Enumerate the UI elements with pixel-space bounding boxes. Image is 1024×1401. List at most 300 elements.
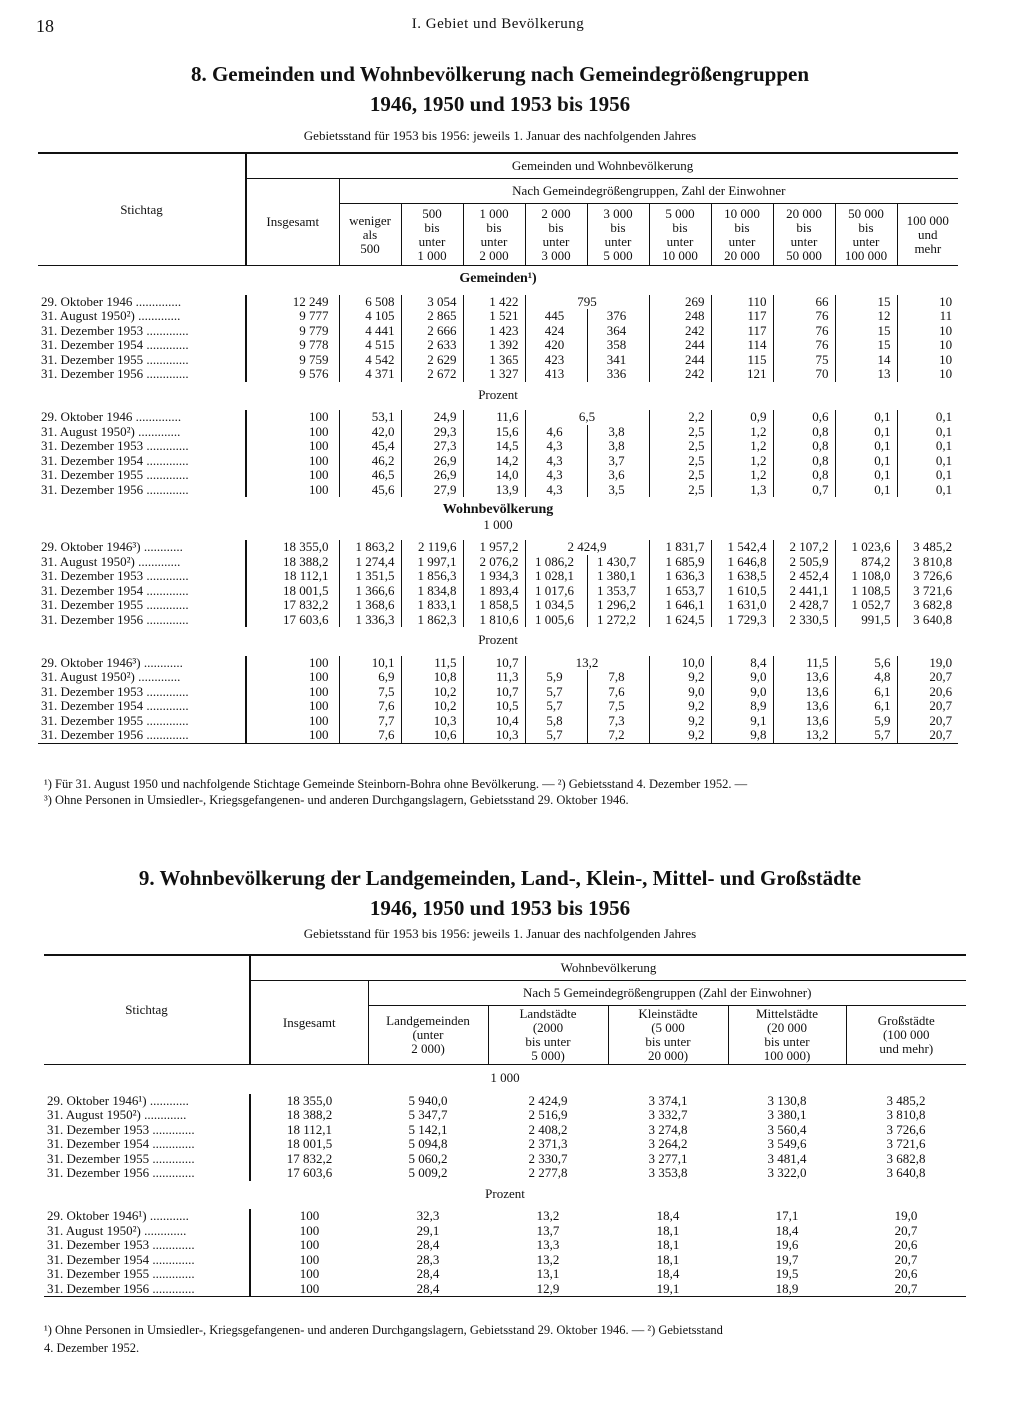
table8-header-stichtag: Stichtag [38, 153, 246, 266]
table-row [38, 454, 958, 469]
table9-header-top: Wohnbevölkerung [250, 955, 966, 981]
data-cell: 100 [250, 1267, 368, 1282]
leader-dots: ............. [143, 438, 189, 453]
row-date-label: 31. August 1950²) [47, 1107, 141, 1122]
data-cell: 3 130,8 [767, 1092, 807, 1108]
data-cell: 1 086,2 [525, 555, 587, 570]
data-cell: 26,9 [401, 454, 463, 469]
table-row [44, 1152, 966, 1167]
data-cell: 2 119,6 [401, 540, 463, 555]
leader-dots: ............. [134, 553, 181, 569]
group-header-line: 20 000) [647, 1048, 689, 1063]
data-cell: 10 [897, 338, 958, 353]
data-cell: 1 893,4 [463, 584, 525, 599]
row-date [44, 1209, 250, 1224]
data-cell: 0,9 [711, 410, 773, 425]
data-cell: 5,7 [525, 699, 587, 714]
data-cell: 10,4 [463, 714, 525, 729]
data-cell: 100 [246, 656, 339, 671]
group-header-line: 2 000 [479, 247, 509, 263]
data-cell: 11,6 [463, 410, 525, 425]
t8-group-header [649, 204, 711, 266]
data-cell: 20,7 [897, 728, 958, 743]
group-header-line: 500 [360, 240, 380, 256]
data-cell: 242 [649, 367, 711, 382]
data-cell: 9,2 [649, 699, 711, 714]
data-cell-merged: 795 [525, 295, 649, 310]
group-header-line: 50 000 [848, 205, 884, 221]
row-date [44, 1253, 250, 1268]
data-cell: 13,1 [536, 1266, 560, 1281]
data-cell: 2,5 [649, 454, 711, 469]
row-date-label: 31. Dezember 1955 [41, 712, 144, 728]
data-cell: 2 865 [401, 309, 463, 324]
data-cell: 8,4 [711, 656, 773, 671]
group-header-line: 5 000) [531, 1048, 565, 1063]
row-date [44, 1267, 250, 1282]
table9-header-insgesamt: Insgesamt [250, 981, 368, 1065]
group-header-line: 10 000 [724, 205, 760, 221]
table-row [44, 1253, 966, 1268]
data-cell: 18,1 [656, 1222, 680, 1238]
row-date-label: 31. Dezember 1955 [41, 597, 144, 612]
leader-dots: .............. [132, 293, 182, 309]
t8-group-header [525, 204, 587, 266]
leader-dots: ............ [140, 539, 183, 554]
data-cell: 6,1 [835, 685, 897, 700]
data-cell: 3,6 [587, 468, 649, 483]
group-header-line: bis [734, 219, 750, 235]
leader-dots: ............. [143, 611, 189, 627]
data-cell: 4 371 [339, 367, 401, 382]
data-cell: 13 [835, 367, 897, 382]
section-label: Prozent [485, 1185, 525, 1201]
row-date [38, 338, 246, 353]
data-cell: 76 [773, 324, 835, 339]
data-cell: 4 105 [339, 309, 401, 324]
table-row [38, 670, 958, 685]
data-cell: 1 327 [463, 367, 525, 382]
table-row [38, 613, 958, 628]
data-cell: 1 638,5 [711, 569, 773, 584]
section-label: Prozent [478, 386, 518, 402]
table-row [44, 1282, 966, 1297]
group-header-line: 10 000 [662, 247, 698, 263]
data-cell: 1 296,2 [587, 598, 649, 613]
data-cell: 12,9 [488, 1282, 608, 1297]
leader-dots: ............. [149, 1280, 195, 1296]
row-date [44, 1224, 250, 1239]
data-cell: 19,7 [775, 1251, 799, 1267]
data-cell: 9 576 [246, 367, 339, 382]
data-cell: 7,3 [587, 714, 649, 729]
data-cell: 991,5 [835, 613, 897, 628]
table8 [38, 152, 958, 744]
row-date [44, 1152, 250, 1167]
data-cell: 423 [525, 353, 587, 368]
table-row [44, 1267, 966, 1282]
data-cell: 4,6 [525, 425, 587, 440]
table9-subtitle: Gebietsstand für 1953 bis 1956: jeweils 1. Januar des nachfolgenden Jahres [303, 926, 697, 941]
data-cell: 2 277,8 [528, 1165, 568, 1180]
data-cell: 76 [773, 309, 835, 324]
leader-dots: ............. [143, 683, 189, 699]
row-date [38, 468, 246, 483]
data-cell: 100 [246, 728, 339, 743]
data-cell: 18,1 [656, 1251, 680, 1267]
row-date [44, 1137, 250, 1152]
data-cell: 1 610,5 [711, 584, 773, 599]
data-cell: 15,6 [463, 425, 525, 440]
data-cell: 13,2 [536, 1251, 560, 1267]
data-cell: 100 [246, 439, 339, 454]
data-cell: 1 353,7 [587, 584, 649, 599]
data-cell: 1,2 [711, 425, 773, 440]
table-row [38, 656, 958, 671]
data-cell: 0,6 [773, 410, 835, 425]
row-date [38, 714, 246, 729]
data-cell: 4,3 [525, 468, 587, 483]
row-date [44, 1238, 250, 1253]
data-cell: 100 [246, 714, 339, 729]
leader-dots: ............. [143, 366, 189, 381]
data-cell: 1 423 [463, 324, 525, 339]
row-date [38, 324, 246, 339]
data-cell: 2 330,5 [773, 613, 835, 628]
table-row [44, 1166, 966, 1181]
data-cell: 15 [835, 338, 897, 353]
table-row [44, 1108, 966, 1123]
section-label: Gemeinden¹) [459, 271, 537, 286]
data-cell: 1 351,5 [339, 569, 401, 584]
data-cell: 341 [587, 353, 649, 368]
data-cell: 3 485,2 [886, 1092, 926, 1108]
row-date-label: 31. Dezember 1954 [47, 1136, 150, 1151]
row-date [38, 699, 246, 714]
data-cell: 248 [649, 309, 711, 324]
row-date-label: 31. Dezember 1955 [47, 1266, 150, 1281]
table9-header-nach: Nach 5 Gemeindegrößengruppen (Zahl der Einwohner) [368, 981, 966, 1006]
t9-group-header [728, 1006, 846, 1065]
data-cell: 2,5 [649, 425, 711, 440]
data-cell: 27,9 [401, 483, 463, 498]
table9-footnote-2: 4. Dezember 1952. [44, 1341, 140, 1355]
data-cell: 2 452,4 [773, 569, 835, 584]
data-cell: 1 368,6 [339, 598, 401, 613]
t8-group-header [463, 204, 525, 266]
table-row [38, 367, 958, 382]
table-row [38, 714, 958, 729]
data-cell: 10 [897, 324, 958, 339]
data-cell: 2 441,1 [773, 584, 835, 599]
data-cell: 0,1 [897, 439, 958, 454]
data-cell: 0,1 [835, 483, 897, 498]
data-cell: 28,4 [416, 1237, 440, 1252]
t9-group-header [488, 1006, 608, 1065]
group-header-line: 2 000) [411, 1041, 445, 1056]
data-cell: 420 [525, 338, 587, 353]
row-date-label: 31. Dezember 1956 [41, 366, 144, 381]
group-header-line: (unter [412, 1027, 444, 1042]
table-row [38, 555, 958, 570]
leader-dots: ............. [143, 712, 189, 728]
data-cell: 100 [246, 685, 339, 700]
t8-group-header [897, 204, 958, 266]
data-cell: 18 388,2 [250, 1108, 368, 1123]
row-date-label: 31. August 1950²) [47, 1222, 141, 1238]
data-cell: 15 [835, 295, 897, 310]
data-cell: 1 005,6 [525, 613, 587, 628]
leader-dots: ............. [149, 1251, 195, 1267]
data-cell: 3 721,6 [897, 584, 958, 599]
data-cell: 45,4 [339, 439, 401, 454]
table9-title-line2: 1946, 1950 und 1953 bis 1956 [369, 896, 631, 920]
data-cell: 18 355,0 [246, 540, 339, 555]
data-cell: 7,7 [339, 714, 401, 729]
leader-dots: ............ [146, 1208, 189, 1223]
data-cell: 445 [525, 309, 587, 324]
data-cell: 5 347,7 [408, 1107, 448, 1122]
row-date [38, 613, 246, 628]
row-date-label: 31. Dezember 1955 [41, 467, 144, 482]
data-cell: 2 408,2 [528, 1121, 568, 1137]
data-cell: 19,0 [894, 1208, 918, 1223]
data-cell: 1,3 [711, 483, 773, 498]
t8-group-header [835, 204, 897, 266]
data-cell: 53,1 [339, 410, 401, 425]
table-row [44, 1094, 966, 1109]
data-cell: 3 682,8 [897, 598, 958, 613]
data-cell: 9,0 [649, 685, 711, 700]
data-cell: 1 631,0 [711, 598, 773, 613]
data-cell: 10 [897, 353, 958, 368]
data-cell: 2 330,7 [528, 1150, 568, 1166]
group-header-line: (100 000 [882, 1027, 930, 1042]
data-cell: 3 277,1 [648, 1150, 688, 1166]
data-cell: 0,1 [897, 410, 958, 425]
data-cell: 14,5 [463, 439, 525, 454]
data-cell: 1 108,0 [835, 569, 897, 584]
data-cell: 100 [246, 483, 339, 498]
data-cell: 1 858,5 [463, 598, 525, 613]
data-cell: 2 076,2 [463, 555, 525, 570]
row-date [38, 728, 246, 743]
data-cell: 1 017,6 [525, 584, 587, 599]
data-cell: 2 633 [401, 338, 463, 353]
data-cell: 100 [246, 699, 339, 714]
row-date [44, 1123, 250, 1138]
data-cell: 1 653,7 [649, 584, 711, 599]
group-header-line: bis [796, 219, 812, 235]
data-cell: 3 560,4 [767, 1121, 807, 1137]
data-cell: 1 274,4 [339, 555, 401, 570]
data-cell: 10,0 [649, 656, 711, 671]
row-date [38, 569, 246, 584]
group-header-line: unter [418, 233, 446, 249]
row-date-label: 31. Dezember 1955 [47, 1150, 150, 1166]
row-date [38, 685, 246, 700]
row-date [38, 555, 246, 570]
table-row [44, 1123, 966, 1138]
row-date [38, 454, 246, 469]
data-cell: 100 [246, 454, 339, 469]
leader-dots: ............. [143, 467, 189, 482]
data-cell: 9,8 [711, 728, 773, 743]
section-unit: 1 000 [483, 516, 513, 532]
data-cell: 1 685,9 [649, 555, 711, 570]
group-header-line: mehr [914, 240, 942, 256]
table-row [38, 295, 958, 310]
group-header-line: 3 000 [541, 247, 571, 263]
data-cell: 19,1 [608, 1282, 728, 1297]
row-date-label: 29. Oktober 1946¹) [47, 1208, 147, 1223]
section-label: Prozent [478, 632, 518, 647]
data-cell: 13,7 [536, 1222, 560, 1238]
data-cell: 3 054 [401, 295, 463, 310]
data-cell: 413 [525, 367, 587, 382]
data-cell: 424 [525, 324, 587, 339]
row-date [38, 353, 246, 368]
data-cell: 7,6 [587, 685, 649, 700]
row-date-label: 31. Dezember 1953 [41, 568, 144, 583]
page-number: 18 [36, 16, 54, 36]
data-cell: 336 [587, 367, 649, 382]
data-cell: 3 549,6 [767, 1136, 807, 1151]
data-cell: 18 355,0 [250, 1094, 368, 1109]
data-cell: 3 810,8 [897, 555, 958, 570]
data-cell: 6,9 [339, 670, 401, 685]
data-cell: 1 028,1 [525, 569, 587, 584]
row-date [38, 670, 246, 685]
data-cell: 4 441 [339, 324, 401, 339]
data-cell: 100 [246, 425, 339, 440]
data-cell: 0,1 [897, 454, 958, 469]
data-cell: 29,3 [401, 425, 463, 440]
row-date-label: 31. August 1950²) [41, 669, 135, 684]
group-header-line: weniger [349, 212, 391, 228]
data-cell: 1 430,7 [587, 555, 649, 570]
data-cell: 20,7 [894, 1251, 918, 1267]
data-cell: 19,6 [775, 1237, 799, 1252]
data-cell: 3,7 [587, 454, 649, 469]
group-header-line: und [918, 226, 938, 242]
leader-dots: ............. [140, 1107, 187, 1122]
data-cell: 2,5 [649, 483, 711, 498]
data-cell: 46,5 [339, 468, 401, 483]
data-cell: 9,2 [649, 728, 711, 743]
data-cell: 3 726,6 [886, 1121, 926, 1137]
leader-dots: ............. [149, 1266, 195, 1281]
data-cell: 42,0 [339, 425, 401, 440]
data-cell: 100 [250, 1209, 368, 1224]
data-cell: 1 646,8 [711, 555, 773, 570]
table8-header-top: Gemeinden und Wohnbevölkerung [246, 153, 958, 179]
data-cell: 15 [835, 324, 897, 339]
data-cell: 1 729,3 [711, 613, 773, 628]
row-date [38, 483, 246, 498]
data-cell: 2 424,9 [528, 1092, 568, 1108]
data-cell: 1 856,3 [401, 569, 463, 584]
row-date-label: 31. Dezember 1954 [41, 337, 144, 352]
data-cell: 9,2 [649, 670, 711, 685]
group-header-line: Landstädte [519, 1006, 577, 1021]
row-date-label: 31. Dezember 1956 [47, 1165, 150, 1180]
table-row [38, 353, 958, 368]
group-header-line: bis [424, 219, 440, 235]
data-cell: 3 274,8 [648, 1121, 688, 1137]
data-cell: 18 112,1 [246, 569, 339, 584]
data-cell: 7,6 [339, 699, 401, 714]
data-cell: 14,2 [463, 454, 525, 469]
data-cell: 100 [250, 1238, 368, 1253]
data-cell: 10,7 [463, 685, 525, 700]
data-cell: 17,1 [775, 1208, 799, 1223]
data-cell: 1 023,6 [835, 540, 897, 555]
data-cell: 3,8 [587, 439, 649, 454]
row-date [44, 1108, 250, 1123]
leader-dots: ............. [143, 568, 189, 583]
data-cell: 4,3 [525, 483, 587, 498]
data-cell: 1 810,6 [463, 613, 525, 628]
data-cell: 1 997,1 [401, 555, 463, 570]
leader-dots: ............. [143, 597, 189, 612]
data-cell: 18,4 [656, 1208, 680, 1223]
table8-header-insgesamt: Insgesamt [246, 179, 339, 266]
data-cell: 13,2 [536, 1208, 560, 1223]
data-cell: 18 001,5 [246, 584, 339, 599]
row-date-label: 31. Dezember 1953 [41, 683, 144, 699]
group-header-line: Kleinstädte [638, 1006, 698, 1021]
data-cell: 13,2 [773, 728, 835, 743]
data-cell: 17 832,2 [246, 598, 339, 613]
data-cell: 269 [649, 295, 711, 310]
leader-dots: ............. [143, 727, 189, 742]
row-date-label: 29. Oktober 1946³) [41, 654, 141, 670]
data-cell: 12 [835, 309, 897, 324]
data-cell: 9,1 [711, 714, 773, 729]
leader-dots: ............. [143, 452, 189, 468]
row-date [38, 295, 246, 310]
data-cell: 1 833,1 [401, 598, 463, 613]
table-row [38, 410, 958, 425]
group-header-line: (5 000 [651, 1020, 685, 1035]
section-label: Wohnbevölkerung [442, 502, 554, 517]
row-date [38, 410, 246, 425]
data-cell: 9,0 [711, 670, 773, 685]
group-header-line: unter [542, 233, 570, 249]
data-cell: 1 108,5 [835, 584, 897, 599]
data-cell: 7,8 [587, 670, 649, 685]
data-cell: 10,5 [463, 699, 525, 714]
data-cell: 100 [246, 410, 339, 425]
table-row [38, 598, 958, 613]
group-header-line: 1 000 [417, 247, 447, 263]
data-cell: 2 666 [401, 324, 463, 339]
data-cell: 358 [587, 338, 649, 353]
data-cell: 3 640,8 [897, 613, 958, 628]
table-row [38, 309, 958, 324]
data-cell: 10,2 [401, 699, 463, 714]
group-header-line: 100 000) [763, 1048, 811, 1063]
row-date [38, 439, 246, 454]
data-cell: 1 272,2 [587, 613, 649, 628]
data-cell: 6,1 [835, 699, 897, 714]
data-cell: 70 [773, 367, 835, 382]
table-row [38, 685, 958, 700]
row-date-label: 31. August 1950²) [41, 308, 135, 323]
row-date [38, 598, 246, 613]
data-cell: 5 009,2 [408, 1165, 448, 1180]
